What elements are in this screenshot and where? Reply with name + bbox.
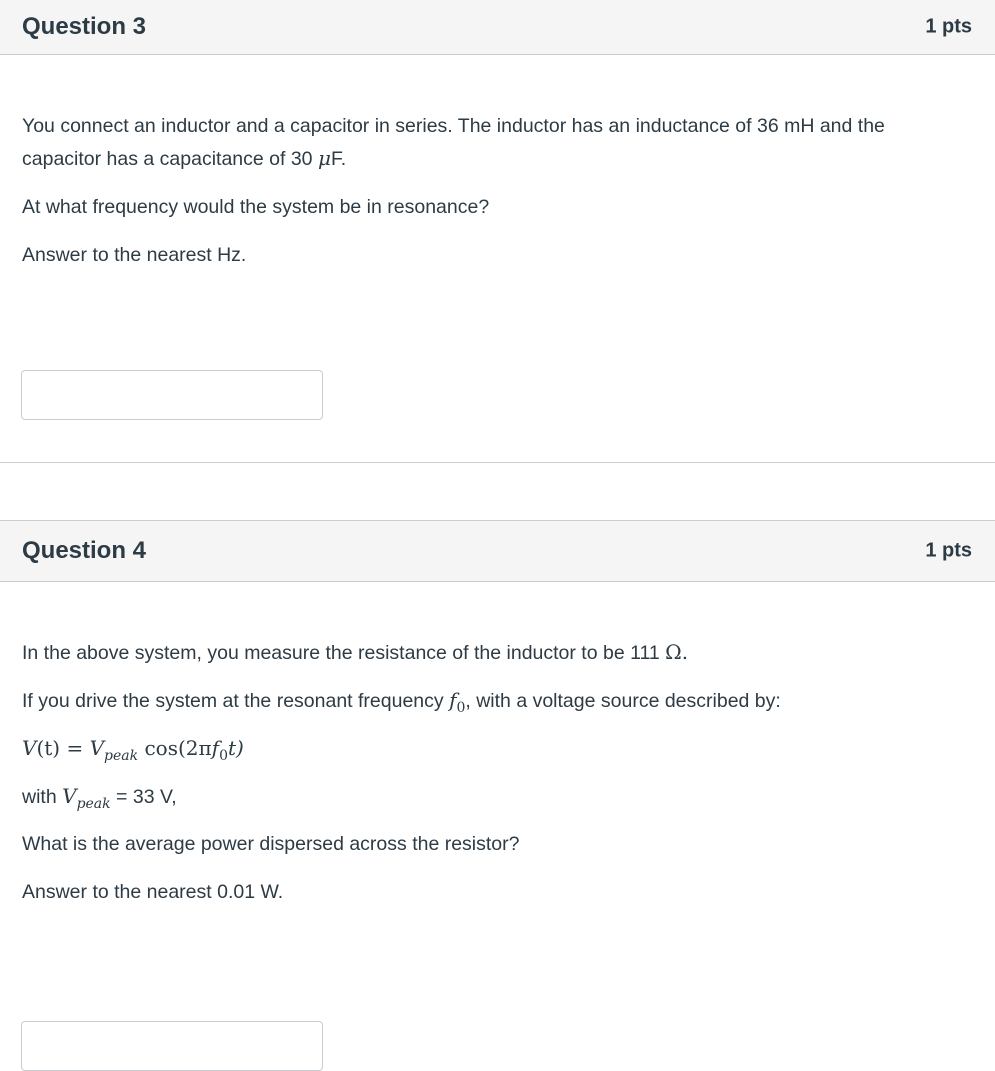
question-4-text-1-content: In the above system, you measure the resistance of the inductor to be 111 (22, 642, 666, 664)
question-4-header (0, 520, 995, 582)
question-4-text-5: Answer to the nearest 0.01 W. (22, 881, 284, 903)
question-3-text-3: Answer to the nearest Hz. (22, 244, 247, 266)
question-4-points: 1 pts (925, 539, 972, 562)
f0-symbol: f (449, 688, 457, 712)
with-label: with (22, 786, 63, 808)
question-3-text-1-line-a: You connect an inductor and a capacitor in series. The inductor has an inductance of 36 mH and the (22, 115, 885, 137)
eq-end: t) (228, 736, 244, 760)
eq-equals: = (60, 736, 90, 760)
mu-symbol: μ (317, 146, 331, 170)
question-4-text-1 (22, 636, 977, 669)
question-3-text-1-line-b: capacitor has a capacitance of 30 (22, 148, 318, 170)
eq-v-peak: V (89, 736, 105, 760)
question-4-text-2 (22, 684, 977, 724)
question-4-text-2-a: If you drive the system at the resonant frequency (22, 690, 450, 712)
question-4-answer-input[interactable] (21, 1021, 323, 1071)
f0-subscript: 0 (456, 700, 466, 716)
eq-t: (t) (36, 736, 61, 760)
eq-f: f (211, 736, 220, 760)
eq-v-peak-sub: peak (104, 748, 139, 764)
voltage-equation (22, 732, 977, 772)
question-4-title: Question 4 (22, 537, 147, 564)
question-3-text-1 (22, 110, 977, 175)
question-3-answer-input[interactable] (21, 370, 323, 420)
vpeak-subscript: peak (76, 796, 111, 812)
omega-symbol: Ω. (665, 640, 689, 664)
question-3-header (0, 0, 995, 55)
question-3-points: 1 pts (925, 15, 972, 38)
vpeak-statement (22, 780, 977, 820)
question-3-title: Question 3 (22, 13, 147, 40)
question-divider (0, 462, 995, 463)
question-4-text-4: What is the average power dispersed across the resistor? (22, 833, 520, 855)
question-3 (0, 0, 995, 266)
farad-unit: F. (330, 148, 347, 170)
eq-f-sub: 0 (219, 748, 228, 764)
question-3-text-2: At what frequency would the system be in resonance? (22, 196, 490, 218)
vpeak-symbol: V (62, 784, 77, 808)
eq-cos: cos(2π (138, 736, 212, 760)
question-4-text-2-b: , with a voltage source described by: (465, 690, 781, 712)
eq-v-lhs: V (22, 736, 37, 760)
vpeak-value: = 33 V, (110, 786, 177, 808)
